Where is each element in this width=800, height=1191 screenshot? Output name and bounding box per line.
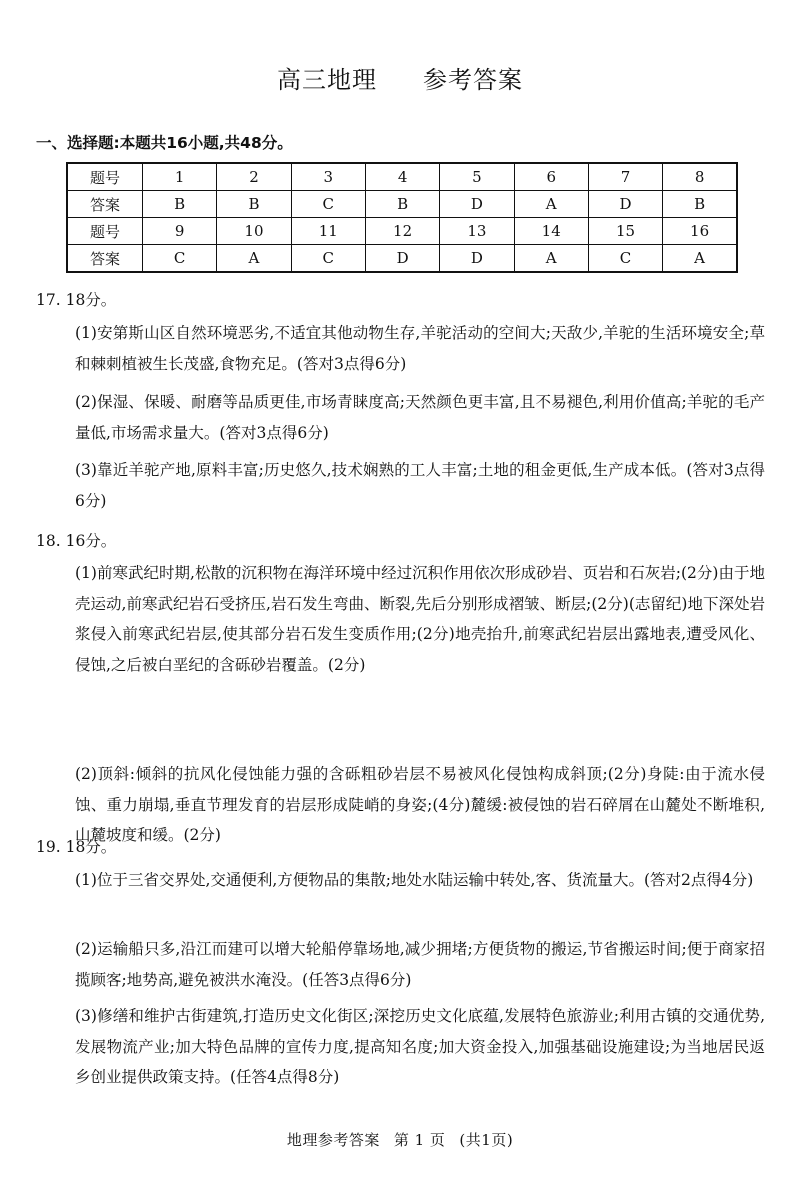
title-doc: 参考答案 <box>423 66 523 94</box>
section-heading: 一、选择题:本题共16小题,共48分。 <box>36 134 293 152</box>
question-19-heading: 19. 18分。 <box>36 838 117 856</box>
q19-answer-1: (1)位于三省交界处,交通便利,方便物品的集散;地处水陆运输中转处,客、货流量大。(答对2点得4分) <box>75 871 754 889</box>
footer-total: (共1页) <box>459 1131 514 1149</box>
q19-answer-3: (3)修缮和维护古街建筑,打造历史文化街区;深挖历史文化底蕴,发展特色旅游业;利用古镇的交通优势,发展物流产业;加大特色品牌的宣传力度,提高知名度;加大资金投入,加强基础设施建设;为当地居民返乡创业提供政策支持。(任答4点得8分) <box>75 1007 765 1086</box>
table-cell: B <box>663 191 737 218</box>
table-cell: 16 <box>663 218 737 245</box>
table-cell: D <box>440 245 514 273</box>
table-cell: 答案 <box>67 245 143 273</box>
table-cell: 题号 <box>67 163 143 191</box>
table-cell: 12 <box>365 218 439 245</box>
table-cell: C <box>291 191 365 218</box>
table-cell: 4 <box>365 163 439 191</box>
table-cell: C <box>143 245 217 273</box>
table-cell: D <box>365 245 439 273</box>
table-cell: 13 <box>440 218 514 245</box>
table-cell: A <box>514 191 588 218</box>
table-cell: B <box>365 191 439 218</box>
page-footer <box>0 1129 800 1150</box>
table-cell: 答案 <box>67 191 143 218</box>
table-cell: 9 <box>143 218 217 245</box>
table-cell: 2 <box>217 163 291 191</box>
table-cell: 题号 <box>67 218 143 245</box>
table-cell: 1 <box>143 163 217 191</box>
table-cell: 8 <box>663 163 737 191</box>
table-row <box>67 218 737 245</box>
q17-answer-3: (3)靠近羊驼产地,原料丰富;历史悠久,技术娴熟的工人丰富;土地的租金更低,生产成本低。(答对3点得6分) <box>75 461 765 510</box>
q18-answer-1: (1)前寒武纪时期,松散的沉积物在海洋环境中经过沉积作用依次形成砂岩、页岩和石灰岩;(2分)由于地壳运动,前寒武纪岩石受挤压,岩石发生弯曲、断裂,先后分别形成褶皱、断层;(2分)(志留纪)地下深处岩浆侵入前寒武纪岩层,使其部分岩石发生变质作用;(2分)地壳抬升,前寒武纪岩层出露地表,遭受风化、侵蚀,之后被白垩纪的含砾砂岩覆盖。(2分) <box>75 564 765 674</box>
table-cell: 5 <box>440 163 514 191</box>
q19-answer-2: (2)运输船只多,沿江而建可以增大轮船停靠场地,减少拥堵;方便货物的搬运,节省搬运时间;便于商家招揽顾客;地势高,避免被洪水淹没。(任答3点得6分) <box>75 940 765 989</box>
table-row <box>67 163 737 191</box>
question-17-heading: 17. 18分。 <box>36 291 117 309</box>
table-row <box>67 245 737 273</box>
q17-answer-2: (2)保湿、保暖、耐磨等品质更佳,市场青睐度高;天然颜色更丰富,且不易褪色,利用价值高;羊驼的毛产量低,市场需求量大。(答对3点得6分) <box>75 393 765 442</box>
page-title <box>0 60 800 95</box>
q17-answer-1: (1)安第斯山区自然环境恶劣,不适宜其他动物生存,羊驼活动的空间大;天敌少,羊驼的生活环境安全;草和棘刺植被生长茂盛,食物充足。(答对3点得6分) <box>75 324 765 373</box>
q18-answer-2: (2)顶斜:倾斜的抗风化侵蚀能力强的含砾粗砂岩层不易被风化侵蚀构成斜顶;(2分)身陡:由于流水侵蚀、重力崩塌,垂直节理发育的岩层形成陡峭的身姿;(4分)麓缓:被侵蚀的岩石碎屑在山麓处不断堆积,山麓坡度和缓。(2分) <box>75 765 765 844</box>
table-cell: 10 <box>217 218 291 245</box>
table-row <box>67 191 737 218</box>
table-cell: 14 <box>514 218 588 245</box>
table-cell: 6 <box>514 163 588 191</box>
table-cell: 15 <box>588 218 662 245</box>
footer-label: 地理参考答案 <box>286 1131 380 1149</box>
title-subject: 高三地理 <box>277 66 377 94</box>
table-cell: 11 <box>291 218 365 245</box>
table-cell: C <box>588 245 662 273</box>
table-cell: A <box>663 245 737 273</box>
table-cell: B <box>143 191 217 218</box>
answer-table <box>66 162 738 273</box>
table-cell: C <box>291 245 365 273</box>
footer-page: 第 1 页 <box>393 1131 446 1149</box>
table-cell: D <box>588 191 662 218</box>
table-cell: D <box>440 191 514 218</box>
table-cell: A <box>514 245 588 273</box>
question-18-heading: 18. 16分。 <box>36 532 117 550</box>
table-cell: B <box>217 191 291 218</box>
table-cell: 3 <box>291 163 365 191</box>
table-cell: 7 <box>588 163 662 191</box>
table-cell: A <box>217 245 291 273</box>
